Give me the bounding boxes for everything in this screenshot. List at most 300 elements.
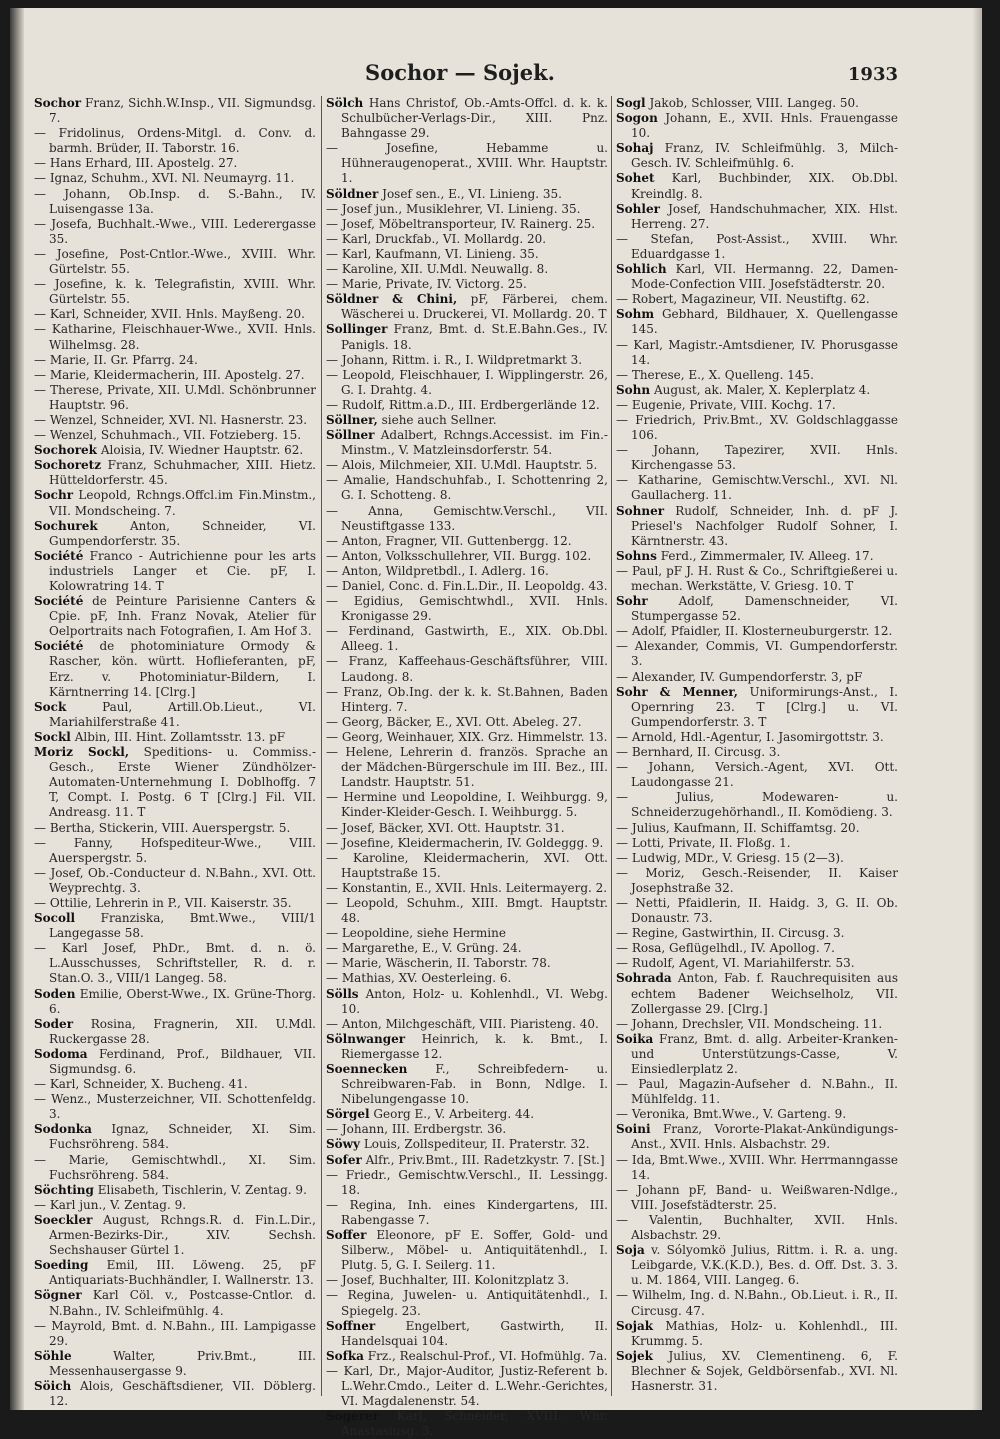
directory-entry (326, 836, 608, 851)
directory-entry (34, 896, 316, 911)
directory-entry (34, 639, 316, 699)
entry-surname: Sohlich (616, 262, 667, 277)
entry-details: — Franz, Ob.Ing. der k. k. St.Bahnen, Baden Hinterg. 7. (326, 684, 608, 714)
directory-entry (34, 443, 316, 458)
directory-entry (326, 821, 608, 836)
directory-entry (326, 1273, 608, 1288)
entry-details: — Anton, Wildpretbdl., I. Adlerg. 16. (326, 563, 549, 578)
entry-details: Leopold, Rchngs.Offcl.im Fin.Minstm., VII. Mondscheing. 7. (49, 488, 316, 518)
directory-entry (326, 534, 608, 549)
entry-details: — Bertha, Stickerin, VIII. Auerspergstr. 5. (34, 820, 291, 835)
entry-details: Karl, Schneider, XVIII. Whr. Anastasiusg. 3. (341, 1409, 608, 1439)
entry-details: Franz, Sichh.W.Insp., VII. Sigmundsg. 7. (49, 96, 316, 126)
directory-entry (616, 1032, 898, 1077)
directory-entry (616, 96, 898, 111)
entry-details: Jakob, Schlosser, VIII. Langeg. 50. (649, 96, 859, 110)
entry-details: Ferd., Zimmermaler, IV. Alleeg. 17. (660, 548, 874, 563)
directory-entry (616, 383, 898, 398)
entry-details: Anton, Holz- u. Kohlenhdl., VI. Webg. 10. (341, 986, 608, 1016)
entry-details: — Johann, Versich.-Agent, XVI. Ott. Laudongasse 21. (616, 760, 898, 790)
entry-details: — Johann, Rittm. i. R., I. Wildpretmarkt 3. (326, 352, 583, 367)
directory-entry (326, 504, 608, 534)
entry-surname: Soennecken (326, 1062, 408, 1076)
entry-details: Karl Cöl. v., Postcasse-Cntlor. d. N.Bahn., IV. Schleifmühlg. 4. (49, 1288, 316, 1318)
directory-entry (326, 473, 608, 503)
entry-details: — Amalie, Handschuhfab., I. Schottenring 2, G. I. Schotteng. 8. (326, 473, 608, 503)
entry-details: — Johann, Ob.Insp. d. S.-Bahn., IV. Luisengasse 13a. (34, 186, 316, 216)
entry-details: — Josef, Möbeltransporteur, IV. Rainerg. 25. (326, 216, 596, 231)
entry-surname: Söldner & Chini, (326, 292, 458, 307)
directory-entry (34, 126, 316, 156)
page-number: 1933 (847, 64, 898, 85)
entry-details: Elisabeth, Tischlerin, V. Zentag. 9. (97, 1182, 307, 1197)
entry-details: Hans Christof, Ob.-Amts-Offcl. d. k. k. Schulbücher-Verlags-Dir., XIII. Pnz. Bahngasse 29. (341, 96, 608, 141)
entry-surname: Société (34, 639, 84, 654)
entry-details: Mathias, Holz- u. Kohlenhdl., III. Krummg. 5. (631, 1318, 898, 1348)
entry-surname: Söldner (326, 186, 379, 201)
directory-entry (616, 549, 898, 564)
entry-surname: Sochor (34, 96, 82, 110)
directory-entry (616, 926, 898, 941)
entry-surname: Sogerer (326, 1409, 379, 1424)
entry-details: — Julius, Modewaren- u. Schneiderzugehörhandl., II. Komödieng. 3. (616, 790, 898, 820)
entry-details: — Eugenie, Private, VIII. Kochg. 17. (616, 397, 836, 412)
entry-details: — Wenz., Musterzeichner, VII. Schottenfeldg. 3. (34, 1092, 316, 1122)
directory-entry (326, 1168, 608, 1198)
entry-details: — Josefine, Post-Cntlor.-Wwe., XVIII. Whr. Gürtelstr. 55. (34, 246, 316, 277)
column-1 (34, 96, 316, 1409)
entry-details: — Lotti, Private, II. Floßg. 1. (616, 835, 791, 850)
entry-details: — Margarethe, E., V. Grüng. 24. (326, 941, 522, 956)
entry-details: — Wenzel, Schuhmach., VII. Fotzieberg. 15. (34, 428, 302, 443)
directory-entry (326, 413, 608, 428)
directory-entry (616, 1153, 898, 1183)
directory-entry (616, 594, 898, 624)
entry-details: pF, Färberei, chem. Wäscherei u. Druckerei, VI. Mollardg. 20. T (341, 292, 608, 322)
entry-surname: Söllner (326, 428, 375, 443)
entry-surname: Sörgel (326, 1107, 370, 1122)
entry-surname: Sohns (616, 548, 657, 563)
directory-entry (326, 96, 608, 141)
entry-details: de photominiature Ormody & Rascher, kön. württ. Hoflieferanten, pF, Erz. v. Photominiatur-Bildern, I. Kärntnerring 14. [Clrg.] (49, 639, 316, 699)
entry-details: Speditions- u. Commiss.-Gesch., Erste Wiener Zündhölzer-Automaten-Unternehmung I. Doblhoffg. 7 T, Compt. I. Postg. 6 T [Clrg.] Fil. VII. Andreasg. 11. T (49, 745, 316, 820)
directory-entry (616, 745, 898, 760)
directory-entry (34, 368, 316, 383)
directory-entry (34, 730, 316, 745)
directory-entry (34, 1258, 316, 1288)
directory-entry (34, 1047, 316, 1077)
entry-details: Alois, Geschäftsdiener, VII. Döblerg. 12. (49, 1378, 316, 1409)
directory-entry (34, 549, 316, 594)
entry-details: — Wilhelm, Ing. d. N.Bahn., Ob.Lieut. i. R., II. Circusg. 47. (616, 1288, 898, 1318)
entry-details: — Georg, Bäcker, E., XVI. Ott. Abeleg. 27. (326, 714, 582, 729)
entry-details: — Rudolf, Rittm.a.D., III. Erdbergerlände 12. (326, 397, 600, 412)
entry-details: — Anton, Milchgeschäft, VIII. Piaristeng. 40. (326, 1016, 599, 1031)
entry-surname: Sohaj (616, 141, 654, 156)
entry-details: — Friedr., Gemischtw.Verschl., II. Lessingg. 18. (326, 1167, 608, 1197)
directory-entry (34, 941, 316, 986)
directory-entry (326, 790, 608, 820)
entry-surname: Soden (34, 986, 76, 1001)
entry-details: — Daniel, Conc. d. Fin.L.Dir., II. Leopoldg. 43. (326, 579, 608, 593)
entry-details: — Fridolinus, Ordens-Mitgl. d. Conv. d. barmh. Brüder, II. Taborstr. 16. (34, 126, 316, 156)
entry-details: Franz, Bmt. d. allg. Arbeiter-Kranken- und Unterstützungs-Casse, V. Einsiedlerplatz 2. (631, 1031, 898, 1076)
entry-details: Franco - Autrichienne pour les arts industriels Langer et Cie. pF, I. Kolowratring 14. T (49, 548, 316, 593)
directory-entry (34, 353, 316, 368)
directory-entry (326, 398, 608, 413)
directory-entry (616, 111, 898, 141)
entry-details: — Helene, Lehrerin d. französ. Sprache an der Mädchen-Bürgerschule im III. Bez., III. Landstr. Hauptstr. 51. (326, 745, 608, 790)
directory-entry (34, 458, 316, 488)
entry-details: — Fanny, Hofspediteur-Wwe., VIII. Auerspergstr. 5. (34, 835, 316, 865)
entry-surname: Söllner, (326, 412, 378, 427)
entry-details: — Anton, Fragner, VII. Guttenbergg. 12. (326, 533, 572, 548)
entry-surname: Sojek (616, 1348, 653, 1363)
directory-entry (616, 624, 898, 639)
entry-details: — Ida, Bmt.Wwe., XVIII. Whr. Herrmanngasse 14. (616, 1152, 898, 1182)
directory-entry (616, 956, 898, 971)
entry-details: — Johann, Tapezirer, XVII. Hnls. Kirchengasse 53. (616, 443, 898, 473)
entry-surname: Sölls (326, 986, 359, 1001)
directory-entry (616, 836, 898, 851)
entry-details: — Josef, Buchhalter, III. Kolonitzplatz 3. (326, 1273, 570, 1288)
entry-details: — Katharine, Gemischtw.Verschl., XVI. Nl. Gaullacherg. 11. (616, 473, 898, 503)
directory-entry (34, 1092, 316, 1122)
entry-details: — Regine, Gastwirthin, II. Circusg. 3. (616, 926, 845, 941)
directory-entry (616, 730, 898, 745)
directory-entry (616, 398, 898, 413)
directory-entry (34, 488, 316, 518)
entry-details: Engelbert, Gastwirth, II. Handelsquai 104. (341, 1318, 608, 1348)
directory-entry (616, 1319, 898, 1349)
entry-details: — Karoline, XII. U.Mdl. Neuwallg. 8. (326, 262, 549, 277)
directory-entry (34, 700, 316, 730)
entry-details: Emilie, Oberst-Wwe., IX. Grüne-Thorg. 6. (49, 986, 316, 1016)
entry-details: Walter, Priv.Bmt., III. Messenhausergasse 9. (49, 1348, 316, 1378)
entry-surname: Sock (34, 699, 67, 714)
entry-details: — Arnold, Hdl.-Agentur, I. Jasomirgottstr. 3. (616, 729, 884, 744)
entry-details: Franz, Bmt. d. St.E.Bahn.Ges., IV. Panigls. 18. (341, 322, 608, 352)
entry-details: — Anton, Volksschullehrer, VII. Burgg. 102. (326, 548, 592, 563)
entry-details: Gebhard, Bildhauer, X. Quellengasse 145. (631, 307, 898, 337)
directory-entry (34, 307, 316, 322)
entry-surname: Sochorek (34, 443, 97, 458)
directory-entry (616, 232, 898, 262)
directory-entry (326, 1153, 608, 1168)
directory-entry (616, 1213, 898, 1243)
directory-entry (616, 941, 898, 956)
entry-details: Ferdinand, Prof., Bildhauer, VII. Sigmundsg. 6. (49, 1046, 316, 1076)
entry-surname: Sohr (616, 594, 648, 609)
entry-surname: Sodonka (34, 1122, 92, 1137)
entry-details: Franziska, Bmt.Wwe., VIII/1 Langegasse 58. (49, 911, 316, 941)
directory-entry (616, 473, 898, 503)
directory-entry (326, 187, 608, 202)
directory-entry (34, 594, 316, 639)
directory-entry (616, 866, 898, 896)
directory-entry (34, 322, 316, 352)
entry-details: Julius, XV. Clementineng. 6, F. Blechner & Sojek, Geldbörsenfab., XVI. Nl. Hasnerstr. 31. (631, 1348, 898, 1393)
entry-details: — Valentin, Buchhalter, XVII. Hnls. Alsbachstr. 29. (616, 1212, 898, 1243)
entry-details: — Ottilie, Lehrerin in P., VII. Kaiserstr. 35. (34, 895, 292, 910)
entry-details: — Marie, Kleidermacherin, III. Apostelg. 27. (34, 367, 305, 382)
entry-details: — Julius, Kaufmann, II. Schiffamtsg. 20. (616, 820, 860, 835)
page-header (30, 58, 898, 92)
entry-surname: Sofer (326, 1152, 362, 1167)
entry-details: Adolf, Damenschneider, VI. Stumpergasse 52. (631, 594, 898, 624)
entry-details: — Veronika, Bmt.Wwe., V. Garteng. 9. (616, 1107, 847, 1122)
entry-details: — Egidius, Gemischtwhdl., XVII. Hnls. Kronigasse 29. (326, 594, 608, 624)
entry-details: — Johann pF, Band- u. Weißwaren-Ndlge., VIII. Josefstädterstr. 25. (616, 1182, 898, 1212)
entry-details: — Johann, III. Erdbergstr. 36. (326, 1122, 507, 1137)
entry-surname: Soeckler (34, 1212, 93, 1227)
directory-entry (616, 292, 898, 307)
directory-entry (326, 1364, 608, 1409)
entry-details: — Johann, Drechsler, VII. Mondscheing. 11. (616, 1016, 883, 1031)
directory-entry (34, 1153, 316, 1183)
directory-entry (616, 1107, 898, 1122)
directory-entry (326, 368, 608, 398)
entry-details: Johann, E., XVII. Hnls. Frauengasse 10. (631, 111, 898, 141)
entry-surname: Sölnwanger (326, 1031, 406, 1046)
directory-entry (616, 685, 898, 730)
directory-entry (34, 1077, 316, 1092)
entry-details: — Karl, Schneider, X. Bucheng. 41. (34, 1077, 248, 1092)
entry-details: — Alois, Milchmeier, XII. U.Mdl. Hauptstr. 5. (326, 458, 598, 473)
entry-details: Uniformirungs-Anst., I. Opernring 23. T [Clrg.] u. VI. Gumpendorferstr. 3. T (631, 684, 898, 729)
directory-entry (34, 1213, 316, 1258)
directory-entry (34, 519, 316, 549)
entry-details: — Georg, Weinhauer, XIX. Grz. Himmelstr. 13. (326, 729, 608, 744)
directory-entry (326, 353, 608, 368)
directory-entry (326, 564, 608, 579)
entry-surname: Söhle (34, 1348, 72, 1363)
entry-surname: Sollinger (326, 322, 388, 337)
entry-details: Anton, Schneider, VI. Gumpendorferstr. 35. (49, 518, 316, 548)
directory-entry (326, 654, 608, 684)
directory-entry (34, 1122, 316, 1152)
directory-entry (616, 670, 898, 685)
entry-details: — Karl, Druckfab., VI. Mollardg. 20. (326, 231, 547, 246)
entry-details: de Peinture Parisienne Canters & Cpie. pF, Inh. Franz Novak, Atelier für Oelportraits nach Fotografien, I. Am Hof 3. (49, 594, 316, 639)
directory-entry (34, 1379, 316, 1409)
entry-details: — Karl, Kaufmann, VI. Linieng. 35. (326, 246, 539, 261)
directory-entry (326, 941, 608, 956)
directory-entry (34, 866, 316, 896)
directory-entry (326, 1288, 608, 1318)
entry-details: — Josef jun., Musiklehrer, VI. Linieng. 35. (326, 201, 581, 216)
directory-entry (616, 1243, 898, 1288)
entry-details: — Hermine und Leopoldine, I. Weihburgg. 9, Kinder-Kleider-Gesch. I. Weihburgg. 5. (326, 790, 608, 820)
entry-details: Rudolf, Schneider, Inh. d. pF J. Priesel's Nachfolger Rudolf Sohner, I. Kärntnerstr. 43. (631, 503, 898, 548)
directory-entry (616, 821, 898, 836)
directory-entry (616, 171, 898, 201)
directory-entry (616, 851, 898, 866)
entry-surname: Sohm (616, 307, 655, 322)
entry-details: — Rosa, Geflügelhdl., IV. Apollog. 7. (616, 941, 835, 956)
directory-entry (616, 1183, 898, 1213)
directory-entry (34, 1349, 316, 1379)
directory-entry (326, 1107, 608, 1122)
entry-surname: Soeding (34, 1258, 89, 1273)
directory-entry (326, 141, 608, 186)
directory-entry (34, 171, 316, 186)
entry-details: Anton, Fab. f. Rauchrequisiten aus echtem Badener Weichselholz, VII. Zollergasse 29. [Clrg.] (631, 971, 898, 1016)
directory-entry (616, 368, 898, 383)
entry-surname: Société (34, 594, 84, 609)
entry-details: — Josefine, Kleidermacherin, IV. Goldeggg. 9. (326, 835, 604, 850)
directory-entry (326, 881, 608, 896)
entry-surname: Sofka (326, 1348, 364, 1363)
directory-entry (34, 383, 316, 413)
directory-entry (326, 262, 608, 277)
entry-details: — Karl, Schneider, XVII. Hnls. Mayßeng. 20. (34, 307, 305, 322)
directory-entry (326, 292, 608, 322)
entry-details: — Mathias, XV. Oesterleing. 6. (326, 971, 512, 986)
directory-entry (34, 1288, 316, 1318)
directory-entry (616, 262, 898, 292)
directory-entry (34, 96, 316, 126)
entry-details: — Alexander, IV. Gumpendorferstr. 3, pF (616, 669, 863, 684)
entry-details: — Therese, E., X. Quelleng. 145. (616, 367, 814, 382)
entry-details: Josef sen., E., VI. Linieng. 35. (382, 186, 562, 201)
directory-entry (326, 428, 608, 458)
directory-entry (34, 836, 316, 866)
entry-details: siehe auch Sellner. (381, 412, 497, 427)
directory-entry (326, 232, 608, 247)
directory-entry (326, 715, 608, 730)
directory-entry (326, 217, 608, 232)
entry-surname: Soika (616, 1031, 654, 1046)
entry-details: — Ignaz, Schuhm., XVI. Nl. Neumayrg. 11. (34, 171, 295, 186)
entry-surname: Söwy (326, 1137, 360, 1152)
directory-entry (616, 1122, 898, 1152)
entry-details: — Bernhard, II. Circusg. 3. (616, 745, 781, 760)
entry-details: F., Schreibfedern- u. Schreibwaren-Fab. in Bonn, Ndlge. I. Nibelungengasse 10. (341, 1062, 608, 1107)
directory-entry (326, 1032, 608, 1062)
entry-details: — Karl, Dr., Major-Auditor, Justiz-Referent b. L.Wehr.Cmdo., Leiter d. L.Wehr.-Gerichtes, VI. Magdalenenstr. 54. (326, 1363, 608, 1409)
entry-details: Ignaz, Schneider, XI. Sim. Fuchsröhreng. 584. (49, 1122, 316, 1152)
entry-details: — Friedrich, Priv.Bmt., XV. Goldschlaggasse 106. (616, 412, 898, 443)
directory-entry (326, 1017, 608, 1032)
entry-details: Georg E., V. Arbeiterg. 44. (373, 1107, 535, 1122)
directory-entry (326, 1409, 608, 1439)
directory-entry (326, 987, 608, 1017)
directory-entry (34, 156, 316, 171)
entry-surname: Sohet (616, 171, 655, 186)
directory-entry (34, 1319, 316, 1349)
directory-entry (326, 1062, 608, 1107)
directory-entry (326, 202, 608, 217)
directory-entry (326, 277, 608, 292)
entry-details: — Ferdinand, Gastwirth, E., XIX. Ob.Dbl. Alleeg. 1. (326, 624, 608, 654)
entry-details: — Josefine, k. k. Telegrafistin, XVIII. Whr. Gürtelstr. 55. (34, 277, 316, 307)
entry-details: Frz., Realschul-Prof., VI. Hofmühlg. 7a. (367, 1348, 608, 1363)
directory-entry (326, 1137, 608, 1152)
entry-details: — Hans Erhard, III. Apostelg. 27. (34, 156, 238, 171)
page-binding-shadow (10, 8, 24, 1410)
directory-entry (326, 1228, 608, 1273)
entry-details: — Marie, Wäscherin, II. Taborstr. 78. (326, 956, 551, 971)
directory-entry (616, 564, 898, 594)
entry-details: — Konstantin, E., XVII. Hnls. Leitermayerg. 2. (326, 880, 608, 895)
entry-surname: Sohr & Menner, (616, 684, 738, 699)
entry-details: — Karl Josef, PhDr., Bmt. d. n. ö. L.Ausschusses, Schriftsteller, R. d. r. Stan.O. 3., VIII/1 Langeg. 58. (34, 941, 316, 986)
directory-entry (616, 202, 898, 232)
column-divider (611, 96, 612, 1396)
entry-details: — Karl jun., V. Zentag. 9. (34, 1197, 187, 1212)
entry-details: Josef, Handschuhmacher, XIX. Hlst. Herreng. 27. (631, 201, 898, 231)
directory-entry (34, 745, 316, 820)
entry-details: Adalbert, Rchngs.Accessist. im Fin.-Minstm., V. Matzleinsdorferstr. 54. (341, 428, 608, 458)
entry-details: Karl, Buchbinder, XIX. Ob.Dbl. Kreindlg. 8. (631, 171, 898, 201)
directory-entry (34, 187, 316, 217)
directory-entry (34, 217, 316, 247)
entry-details: — Stefan, Post-Assist., XVIII. Whr. Eduardgasse 1. (616, 231, 898, 261)
entry-surname: Söchting (34, 1182, 94, 1197)
entry-surname: Söich (34, 1378, 72, 1393)
directory-page (10, 8, 982, 1439)
directory-entry (326, 851, 608, 881)
directory-entry (326, 247, 608, 262)
entry-surname: Sohler (616, 201, 660, 216)
entry-surname: Sohrada (616, 971, 672, 986)
entry-details: — Alexander, Commis, VI. Gumpendorferstr. 3. (616, 639, 898, 669)
entry-details: — Karoline, Kleidermacherin, XVI. Ott. Hauptstraße 15. (326, 850, 608, 880)
entry-surname: Moriz Sockl, (34, 745, 130, 760)
entry-details: — Moriz, Gesch.-Reisender, II. Kaiser Josephstraße 32. (616, 865, 898, 895)
entry-surname: Sochoretz (34, 458, 102, 473)
entry-details: — Marie, II. Gr. Pfarrg. 24. (34, 352, 198, 367)
entry-details: — Adolf, Pfaidler, II. Klosterneuburgerstr. 12. (616, 624, 893, 639)
entry-details: — Marie, Gemischtwhdl., XI. Sim. Fuchsröhreng. 584. (34, 1152, 316, 1182)
directory-entry (326, 579, 608, 594)
directory-entry (616, 141, 898, 171)
entry-surname: Sohn (616, 382, 651, 397)
entry-details: — Josefa, Buchhalt.-Wwe., VIII. Lederergasse 35. (34, 216, 316, 246)
entry-details: — Josefine, Hebamme u. Hühneraugenoperat., XVIII. Whr. Hauptstr. 1. (326, 141, 608, 186)
directory-entry (326, 549, 608, 564)
entry-surname: Soffner (326, 1318, 376, 1333)
directory-entry (326, 956, 608, 971)
directory-entry (616, 413, 898, 443)
entry-details: — Franz, Kaffeehaus-Geschäftsführer, VIII. Laudong. 8. (326, 654, 608, 684)
directory-entry (34, 277, 316, 307)
running-title: Sochor — Sojek. (365, 60, 555, 85)
entry-details: — Therese, Private, XII. U.Mdl. Schönbrunner Hauptstr. 96. (34, 382, 316, 412)
entry-details: — Paul, Magazin-Aufseher d. N.Bahn., II. Mühlfeldg. 11. (616, 1077, 898, 1107)
entry-surname: Sojak (616, 1318, 654, 1333)
directory-entry (326, 1349, 608, 1364)
directory-entry (616, 971, 898, 1016)
entry-details: — Leopoldine, siehe Hermine (326, 926, 506, 941)
entry-surname: Sohner (616, 503, 665, 518)
entry-details: — Katharine, Fleischhauer-Wwe., XVII. Hnls. Wilhelmsg. 28. (34, 322, 316, 352)
columns-container (34, 96, 898, 1439)
directory-entry (34, 413, 316, 428)
entry-details: — Josef, Ob.-Conducteur d. N.Bahn., XVI. Ott. Weyprechtg. 3. (34, 865, 316, 895)
entry-surname: Soffer (326, 1228, 367, 1243)
directory-entry (34, 428, 316, 443)
entry-details: — Netti, Pfaidlerin, II. Haidg. 3, G. II. Ob. Donaustr. 73. (616, 895, 898, 926)
entry-details: — Leopold, Fleischhauer, I. Wipplingerstr. 26, G. I. Drahtg. 4. (326, 367, 608, 397)
entry-details: — Karl, Magistr.-Amtsdiener, IV. Phorusgasse 14. (616, 337, 898, 367)
directory-entry (326, 926, 608, 941)
column-3 (616, 96, 898, 1406)
entry-details: August, Rchngs.R. d. Fin.L.Dir., Armen-Bezirks-Dir., XIV. Sechsh. Sechshauser Gürtel 1. (49, 1212, 316, 1258)
entry-surname: Sögner (34, 1288, 82, 1303)
directory-entry (326, 1122, 608, 1137)
